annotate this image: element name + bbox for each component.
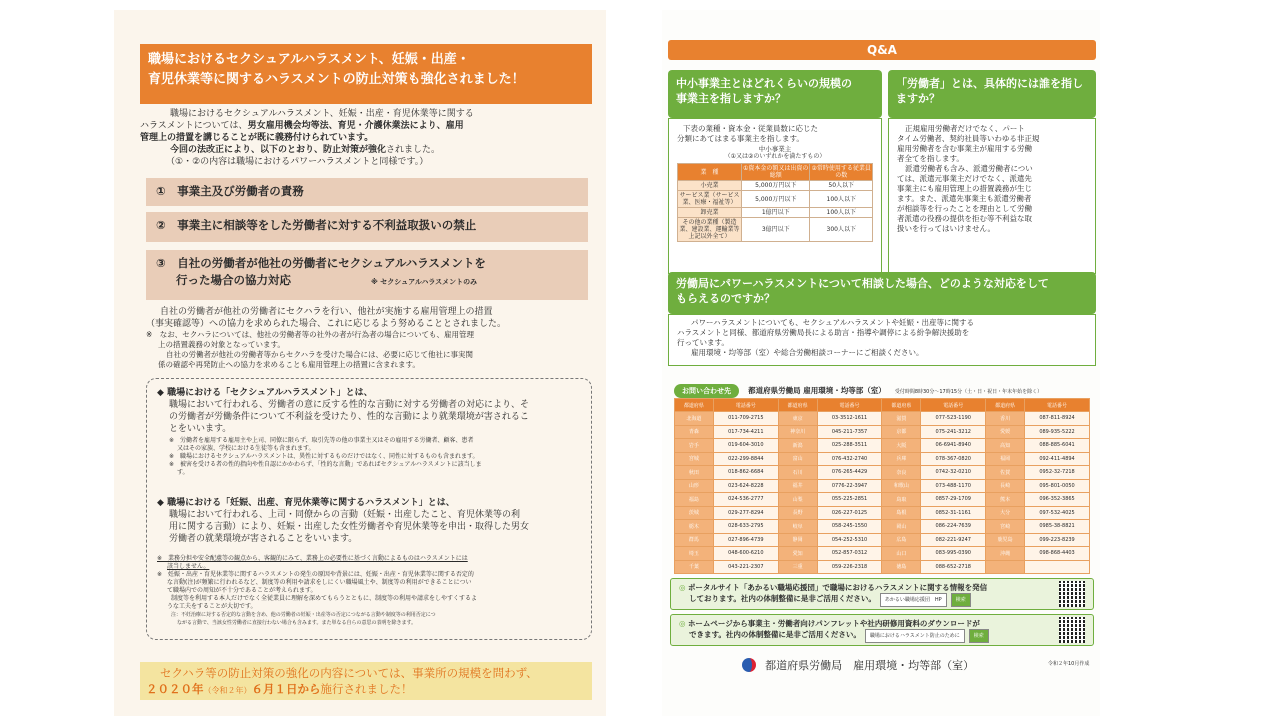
prefecture-cell: 北海道 [675,412,714,426]
answer-1: 下表の業種・資本金・従業員数に応じた 分類にあてはまる事業主を指します。 中小事業主 （①又は②のいずれかを満たすもの） 業 種 ①資本金の額又は出資の総額 ②常時使用する従業員の数 小売業 5,000万円以下 50人以下 サービス業（サービス業、医療・福祉等） 5,000万円以下 100人以下 卸売業 1億円以下 100人以下 その他の業種（製造業、建設業、運輸業等上記以外全て） 3億円以下 300人以下 [668,118,882,274]
table-row [675,439,1090,453]
prefecture-cell: 山梨 [778,493,817,507]
phone-number-cell: 059-226-2318 [817,560,882,574]
prefecture-cell [986,560,1025,574]
prefecture-cell: 愛媛 [986,425,1025,439]
phone-number-cell: 092-411-4894 [1025,452,1090,466]
maternity-harassment-definition: ◆ 職場における「妊娠、出産、育児休業等に関するハラスメント」とは、 職場において行われる、上司・同僚からの言動（妊娠・出産したこと、育児休業等の利 用に関する言動）により、妊娠・出産した女性労働者や育児休業等を申出・取得した男女 労働者の就業環境が害されることをいいます。 [157,498,530,544]
prefecture-cell: 香川 [986,412,1025,426]
phone-number-cell [1025,560,1090,574]
portal-site-notice: ◎ ポータルサイト「あかるい職場応援団」で職場におけるハラスメントに関する情報を発信 しております。社内の体制整備に是非ご活用ください。 あかるい職場応援団 HP 検索 [670,578,1094,610]
phone-number-cell: 025-288-3511 [817,439,882,453]
prefecture-cell: 沖縄 [986,547,1025,561]
phone-number-cell: 0776-22-3947 [817,479,882,493]
phone-number-cell: 045-211-7357 [817,425,882,439]
answer-3: パワーハラスメントについても、セクシュアルハラスメントや妊娠・出産等に関する ハラスメントと同様、都道府県労働局長による助言・指導や調停による紛争解決援助を 行っています。 雇用環境・均等部（室）や総合労働相談コーナーにご相談ください。 [668,314,1096,366]
prefecture-cell: 鹿児島 [986,533,1025,547]
measure-item-3: ③ 自社の労働者が他社の労働者にセクシュアルハラスメントを 行った場合の協力対応 ※ セクシュアルハラスメントのみ [146,250,588,300]
qr-code-icon [1059,581,1085,607]
qa-header: Q&A [668,40,1096,60]
table-row: 卸売業 1億円以下 100人以下 [678,208,873,218]
phone-number-cell: 076-432-2740 [817,452,882,466]
phone-number-cell: 026-227-0125 [817,506,882,520]
prefecture-cell: 茨城 [675,506,714,520]
phone-number-cell: 058-245-1550 [817,520,882,534]
prefecture-cell: 秋田 [675,466,714,480]
prefecture-cell: 富山 [778,452,817,466]
left-banner: 職場におけるセクシュアルハラスメント、妊娠・出産・ 育児休業等に関するハラスメントの防止対策も強化されました！ [140,44,592,104]
sexual-harassment-definition: ◆ 職場における「セクシュアルハラスメント」とは、 職場において行われる、労働者の意に反する性的な言動に対する労働者の対応により、そ の労働者が労働条件について不利益を受けたり、性的な言動により就業環境が害されるこ とをいいます。 ※ 労働者を雇用する雇用主や上司、同僚に限らず、取引先等の他の事業主又はその雇用する労働者、顧客、患者 又はその家族、学校における生徒等も含まれます。 ※ 職場におけるセクシュアルハラスメントは、異性に対するものだけではなく、同性に対するものも含まれます。 ※ 被害を受ける者の性的指向や性自認にかかわらず、「性的な言動」であればセクシュアルハラスメントに該当しま す。 [157,388,530,476]
prefecture-cell: 兵庫 [882,452,921,466]
prefecture-cell: 山形 [675,479,714,493]
phone-number-cell: 099-223-8239 [1025,533,1090,547]
prefecture-cell: 島根 [882,506,921,520]
table-row [675,425,1090,439]
prefecture-cell: 滋賀 [882,412,921,426]
prefecture-cell: 静岡 [778,533,817,547]
phone-number-cell: 03-3512-1611 [817,412,882,426]
prefecture-cell: 青森 [675,425,714,439]
download-search-button[interactable]: 検索 [969,629,989,643]
prefecture-cell: 京都 [882,425,921,439]
prefecture-cell: 大阪 [882,439,921,453]
phone-number-cell: 082-221-9247 [921,533,986,547]
table-row: その他の業種（製造業、建設業、運輸業等上記以外全て） 3億円以下 300人以下 [678,218,873,242]
prefecture-cell: 佐賀 [986,466,1025,480]
prefecture-cell: 福岡 [986,452,1025,466]
measure-item-1: ① 事業主及び労働者の責務 [146,178,588,206]
prefecture-cell: 岩手 [675,439,714,453]
prefecture-cell: 神奈川 [778,425,817,439]
prefecture-cell: 三重 [778,560,817,574]
table-row [675,547,1090,561]
phone-number-cell: 088-885-6041 [1025,439,1090,453]
phone-number-cell: 0852-31-1161 [921,506,986,520]
phone-number-cell: 076-265-4429 [817,466,882,480]
circle-icon: ◎ [679,619,686,628]
portal-search-box[interactable]: あかるい職場応援団 HP [880,593,947,607]
enforcement-footer: セクハラ等の防止対策の強化の内容については、事業所の規模を問わず、 ２０２０年（令和２年）６月１日から施行されました！ [140,662,592,700]
prefecture-cell: 千葉 [675,560,714,574]
prefecture-cell: 熊本 [986,493,1025,507]
prefecture-cell: 埼玉 [675,547,714,561]
phone-number-cell: 028-633-2795 [713,520,778,534]
phone-number-cell: 088-652-2718 [921,560,986,574]
question-2: 「労働者」とは、具体的には誰を指し ますか？ [888,70,1096,118]
prefecture-cell: 群馬 [675,533,714,547]
prefecture-cell: 和歌山 [882,479,921,493]
table-row: 小売業 5,000万円以下 50人以下 [678,181,873,191]
left-page [114,10,606,716]
table-row [675,452,1090,466]
table-row [675,520,1090,534]
prefecture-cell: 福井 [778,479,817,493]
contact-header: お問い合わせ先 都道府県労働局 雇用環境・均等部（室） 受付時間8時30分〜17時15分（土・日・祝日・年末年始を除く） [674,378,1094,394]
table-row [675,412,1090,426]
measure-3-detail: 自社の労働者が他社の労働者にセクハラを行い、他社が実施する雇用管理上の措置 （事実確認等）への協力を求められた場合、これに応じるよう努めることとされました。 ※ なお、セクハラについては、他社の労働者等の社外の者が行為者の場合についても、雇用管理 上の措置義務の対象となっています。 自社の労働者が他社の労働者等からセクハラを受けた場合には、必要に応じて他社に事実関 係の確認や再発防止への協力を求めることも雇用管理上の措置に含まれます。 [146,307,507,369]
circle-icon: ◎ [679,583,686,592]
intro-text: 職場におけるセクシュアルハラスメント、妊娠・出産・育児休業等に関する ハラスメントについては、男女雇用機会均等法、育児・介護休業法により、雇用 管理上の措置を講じることが既に義務付けられています。 今回の法改正により、以下のとおり、防止対策が強化されました。 （①・②の内容は職場におけるパワーハラスメントと同様です。） [140,109,474,167]
table-row: サービス業（サービス業、医療・福祉等） 5,000万円以下 100人以下 [678,191,873,208]
phone-number-cell: 023-624-8228 [713,479,778,493]
download-notice: ◎ ホームページから事業主・労働者向けパンフレットや社内研修用資料のダウンロードが できます。社内の体制整備に是非ご活用ください。 職場におけるハラスメント防止のために 検索 [670,614,1094,646]
phone-number-cell: 096-352-3865 [1025,493,1090,507]
table-row [675,533,1090,547]
phone-number-cell: 06-6941-8940 [921,439,986,453]
prefecture-cell: 栃木 [675,520,714,534]
phone-number-cell: 078-367-0820 [921,452,986,466]
table-row [675,493,1090,507]
contact-table: 都道府県 電話番号 都道府県 電話番号 都道府県 電話番号 都道府県 電話番号 北海道 011-709-2715 東京 03-3512-1611 滋賀 077-523-1190 香川 087-811-8924 青森 017-734-4211 神奈川 045-211-7357 京都 075-241-3212 愛媛 089-935-5222 岩手 019-604-3010 新潟 025-288-3511 大阪 06-6941-8940 高知 088-885-6041 宮城 022-299-8844 富山 076-432-2740 兵庫 078-367-0820 福岡 092-411-4894 秋田 018-862-6684 石川 076-265-4429 奈良 0742-32-0210 佐賀 0952-32-7218 山形 023-624-8228 福井 0776-22-3947 和歌山 073-488-1170 長崎 095-801-0050 福島 024-536-2777 山梨 055-225-2851 鳥取 0857-29-1709 熊本 096-352-3865 茨城 029-277-8294 長野 026-227-0125 島根 0852-31-1161 大分 097-532-4025 栃木 028-633-2795 岐阜 058-245-1550 岡山 086-224-7639 宮崎 0985-38-8821 群馬 027-896-4739 静岡 054-252-5310 広島 082-221-9247 鹿児島 099-223-8239 埼玉 048-600-6210 愛知 052-857-0312 山口 083-995-0390 沖縄 098-868-4403 千葉 043-221-2307 三重 059-226-2318 徳島 088-652-2718 [674,398,1090,574]
prefecture-cell: 高知 [986,439,1025,453]
phone-number-cell: 087-811-8924 [1025,412,1090,426]
phone-number-cell: 0985-38-8821 [1025,520,1090,534]
phone-number-cell: 018-862-6684 [713,466,778,480]
qr-code-icon [1059,617,1085,643]
prefecture-cell: 宮城 [675,452,714,466]
definitions-box [146,378,592,640]
phone-number-cell: 097-532-4025 [1025,506,1090,520]
phone-number-cell: 022-299-8844 [713,452,778,466]
answer-2: 正規雇用労働者だけでなく、パート タイム労働者、契約社員等いわゆる非正規 雇用労働者を含む事業主が雇用する労働 者全てを指します。 派遣労働者も含み、派遣労働者につい ては、派遣元事業主だけでなく、派遣先 事業主にも雇用管理上の措置義務が生じ ます。また、派遣先事業主も派遣労働者 が相談等を行ったことを理由として労働 者派遣の役務の提供を拒む等不利益な取 扱いを行ってはいけません。 [888,118,1096,274]
prefecture-cell: 東京 [778,412,817,426]
phone-number-cell: 043-221-2307 [713,560,778,574]
phone-number-cell: 024-536-2777 [713,493,778,507]
phone-number-cell: 095-801-0050 [1025,479,1090,493]
measure-item-2: ② 事業主に相談等をした労働者に対する不利益取扱いの禁止 [146,212,588,242]
prefecture-cell: 鳥取 [882,493,921,507]
prefecture-cell: 広島 [882,533,921,547]
phone-number-cell: 017-734-4211 [713,425,778,439]
phone-number-cell: 019-604-3010 [713,439,778,453]
phone-number-cell: 089-935-5222 [1025,425,1090,439]
prefecture-cell: 岡山 [882,520,921,534]
table-row [675,560,1090,574]
prefecture-cell: 徳島 [882,560,921,574]
table-row [675,506,1090,520]
phone-number-cell: 029-277-8294 [713,506,778,520]
prefecture-cell: 長野 [778,506,817,520]
download-search-box[interactable]: 職場におけるハラスメント防止のために [865,629,965,643]
table-row [675,479,1090,493]
phone-number-cell: 0857-29-1709 [921,493,986,507]
prefecture-cell: 福島 [675,493,714,507]
portal-search-button[interactable]: 検索 [951,593,971,607]
phone-number-cell: 0952-32-7218 [1025,466,1090,480]
prefecture-cell: 岐阜 [778,520,817,534]
contact-badge: お問い合わせ先 [674,384,739,398]
issuer: 都道府県労働局 雇用環境・均等部（室） [742,654,1042,672]
prefecture-cell: 石川 [778,466,817,480]
phone-number-cell: 073-488-1170 [921,479,986,493]
prefecture-cell: 宮崎 [986,520,1025,534]
question-1: 中小事業主とはどれくらいの規模の 事業主を指しますか？ [668,70,882,118]
prefecture-cell: 長崎 [986,479,1025,493]
prefecture-cell: 大分 [986,506,1025,520]
phone-number-cell: 055-225-2851 [817,493,882,507]
phone-number-cell: 0742-32-0210 [921,466,986,480]
phone-number-cell: 054-252-5310 [817,533,882,547]
phone-number-cell: 086-224-7639 [921,520,986,534]
phone-number-cell: 048-600-6210 [713,547,778,561]
right-page: Q&A 中小事業主とはどれくらいの規模の 事業主を指しますか？ 下表の業種・資本金・従業員数に応じた 分類にあてはまる事業主を指します。 中小事業主 （①又は②のいずれかを満たすもの） 業 種 ①資本金の額又は出資の総額 ②常時使用する従業員の数 小売業 5,000万円以下 50人以下 サービス業（サービス業、医療・福祉等） 5,000万円以下 100人以下 卸売業 1億円以下 100人以下 その他の業種（製造業、建設業、運輸業等上記以外全て） 3億円以下 300人以下 「労働者」とは、具体的には誰を指し ますか？ 正規雇用労働者だけでなく、パート タイム労働者、契約社員等いわゆる非正規 雇用労働者を含む事業主が雇用する労働 者全てを指します。 派遣労働者も含み、派遣労働者につい ては、派遣元事業主だけでなく、派遣先 事業主にも雇用管理上の措置義務が生じ ます。また、派遣先事業主も派遣労働者 が相談等を行ったことを理由として労働 者派遣の役務の提供を拒む等不利益な取 扱いを行ってはいけません。 労働局にパワーハラスメントについて相談した場合、どのような対応をして もらえるのですか？ パワーハラスメントについても、セクシュアルハラスメントや妊娠・出産等に関する ハラスメントと同様、都道府県労働局長による助言・指導や調停による紛争解決援助を 行っています。 雇用環境・均等部（室）や総合労働相談コーナーにご相談ください。 お問い合わせ先 都道府県労働局 雇用環境・均等部（室） 受付時間8時30分〜17時15分（土・日・祝日・年末年始を除く） 都道府県 電話番号 都道府県 電話番号 都道府県 電話番号 都道府県 電話番号 北海道 011-709-2715 東京 03-3512-1611 滋賀 077-523-1190 香川 087-811-8924 青森 017-734-4211 神奈川 045-211-7357 京都 075-241-3212 愛媛 089-935-5222 岩手 019-604-3010 新潟 025-288-3511 大阪 06-6941-8940 高知 088-885-6041 宮城 022-299-8844 富山 076-432-2740 兵庫 078-367-0820 福岡 092-411-4894 秋田 018-862-6684 石川 076-265-4429 奈良 0742-32-0210 佐賀 0952-32-7218 山形 023-624-8228 福井 0776-22-3947 和歌山 073-488-1170 長崎 095-801-0050 福島 024-536-2777 山梨 055-225-2851 鳥取 0857-29-1709 熊本 096-352-3865 茨城 029-277-8294 長野 026-227-0125 島根 0852-31-1161 大分 097-532-4025 栃木 028-633-2795 岐阜 058-245-1550 岡山 086-224-7639 宮崎 0985-38-8821 群馬 027-896-4739 静岡 054-252-5310 広島 082-221-9247 鹿児島 099-223-8239 埼玉 048-600-6210 愛知 052-857-0312 山口 083-995-0390 沖縄 098-868-4403 千葉 043-221-2307 三重 059-226-2318 徳島 088-652-2718 ◎ ポータルサイト「あかるい職場応援団」で職場におけるハラスメントに関する情報を発信 しております。社内の体制整備に是非ご活用ください。 あかるい職場応援団 HP 検索 ◎ ホームページから事業主・労働者向けパンフレットや社内研修用資料のダウンロードが できます。社内の体制整備に是非ご活用ください。 職場におけるハラスメント防止のために 検索 都道府県労働局 雇用環境・均等部（室） 令和２年10月作成 [662,10,1100,716]
phone-number-cell: 011-709-2715 [713,412,778,426]
prefecture-cell: 愛知 [778,547,817,561]
prefecture-cell: 新潟 [778,439,817,453]
phone-number-cell: 052-857-0312 [817,547,882,561]
phone-number-cell: 098-868-4403 [1025,547,1090,561]
prefecture-cell: 奈良 [882,466,921,480]
sme-criteria-table: 業 種 ①資本金の額又は出資の総額 ②常時使用する従業員の数 小売業 5,000万円以下 50人以下 サービス業（サービス業、医療・福祉等） 5,000万円以下 100人以下 卸売業 1億円以下 100人以下 その他の業種（製造業、建設業、運輸業等上記以外全て） 3億円以下 300人以下 [679,165,871,240]
phone-number-cell: 027-896-4739 [713,533,778,547]
additional-notes: ※ 業務分担や安全配慮等の観点から、客観的にみて、業務上の必要性に基づく言動によるものはハラスメントには 該当しません。 ※ 妊娠・出産・育児休業等に関するハラスメントの発生の原因や背景には、妊娠・出産・育児休業等に関する否定的 な言動(注)が頻繁に行われるなど、制度等の利用や請求をしにくい職場風土や、制度等の利用ができることについ て職場内での周知が不十分であることが考えられます。 制度等を利用する本人だけでなく全従業員に理解を深めてもらうとともに、制度等の利用や請求をしやすくするよ うな工夫をすることが大切です。 注：不妊治療に対する否定的な言動を含め、他の労働者の妊娠・出産等の否定につながる言動や制度等の利用否定につ ながる言動で、当該女性労働者に直接行わない場合も含みます。また単なる自らの意思の表明を除きます。 [157,555,478,626]
prefecture-cell: 山口 [882,547,921,561]
phone-number-cell: 083-995-0390 [921,547,986,561]
mhlw-logo-icon [742,658,756,672]
table-row [675,466,1090,480]
phone-number-cell: 077-523-1190 [921,412,986,426]
question-3: 労働局にパワーハラスメントについて相談した場合、どのような対応をして もらえるのですか？ [668,272,1096,314]
phone-number-cell: 075-241-3212 [921,425,986,439]
